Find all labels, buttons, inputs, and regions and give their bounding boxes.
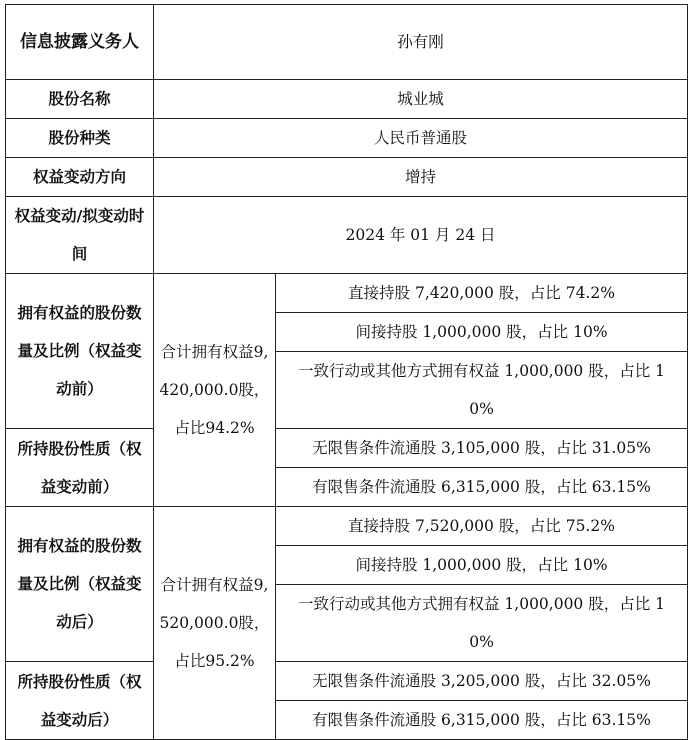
obligor-value: 孙有刚	[154, 5, 688, 80]
table-row	[6, 507, 688, 546]
table-row	[6, 429, 688, 468]
stock-name-value: 城业城	[154, 80, 688, 119]
time-value: 2024 年 01 月 24 日	[154, 197, 688, 274]
table-row	[6, 119, 688, 158]
after-concert-holding: 一致行动或其他方式拥有权益 1,000,000 股，占比 10%	[276, 585, 688, 662]
obligor-label: 信息披露义务人	[6, 5, 154, 80]
stock-name-label: 股份名称	[6, 80, 154, 119]
before-direct-holding: 直接持股 7,420,000 股，占比 74.2%	[276, 274, 688, 313]
before-restricted: 有限售条件流通股 6,315,000 股，占比 63.15%	[276, 468, 688, 507]
table-row	[6, 662, 688, 701]
after-unrestricted: 无限售条件流通股 3,205,000 股，占比 32.05%	[276, 662, 688, 701]
after-total-holding: 合计拥有权益9,520,000.0股，占比95.2%	[154, 507, 276, 740]
before-total-holding: 合计拥有权益9,420,000.0股，占比94.2%	[154, 274, 276, 507]
before-nature-label: 所持股份性质（权益变动前）	[6, 429, 154, 507]
after-nature-label: 所持股份性质（权益变动后）	[6, 662, 154, 740]
before-unrestricted: 无限售条件流通股 3,105,000 股，占比 31.05%	[276, 429, 688, 468]
after-holdings-label: 拥有权益的股份数量及比例（权益变动后）	[6, 507, 154, 662]
after-indirect-holding: 间接持股 1,000,000 股，占比 10%	[276, 546, 688, 585]
after-restricted: 有限售条件流通股 6,315,000 股，占比 63.15%	[276, 701, 688, 740]
time-label: 权益变动/拟变动时间	[6, 197, 154, 274]
table-row	[6, 197, 688, 274]
table-row	[6, 158, 688, 197]
table-row	[6, 274, 688, 313]
direction-value: 增持	[154, 158, 688, 197]
table-row	[6, 80, 688, 119]
before-holdings-label: 拥有权益的股份数量及比例（权益变动前）	[6, 274, 154, 429]
equity-change-table	[5, 4, 688, 740]
table-row	[6, 5, 688, 80]
before-concert-holding: 一致行动或其他方式拥有权益 1,000,000 股，占比 10%	[276, 352, 688, 429]
stock-type-value: 人民币普通股	[154, 119, 688, 158]
before-indirect-holding: 间接持股 1,000,000 股，占比 10%	[276, 313, 688, 352]
direction-label: 权益变动方向	[6, 158, 154, 197]
stock-type-label: 股份种类	[6, 119, 154, 158]
after-direct-holding: 直接持股 7,520,000 股，占比 75.2%	[276, 507, 688, 546]
